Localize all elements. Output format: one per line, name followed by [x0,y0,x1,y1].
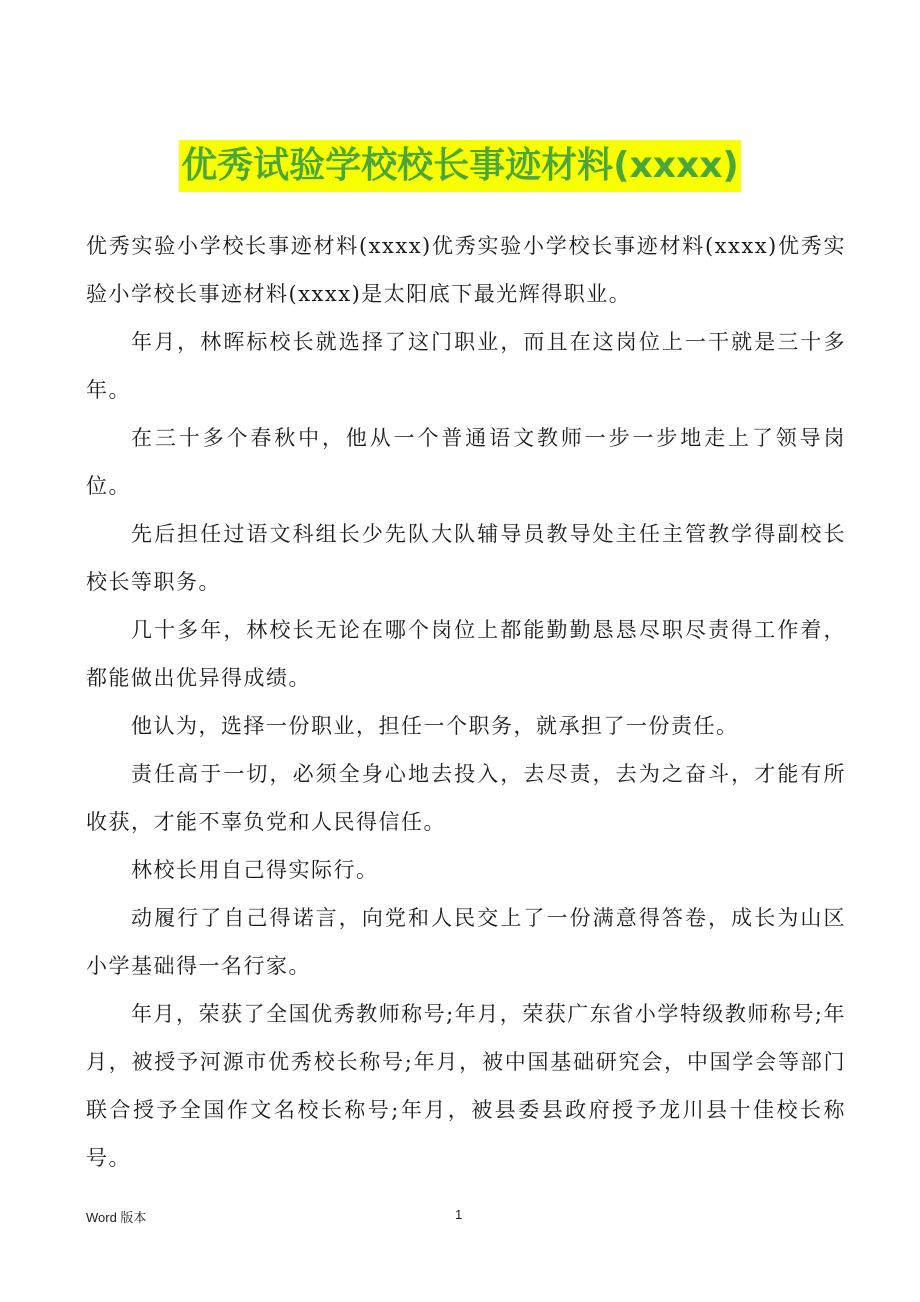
paragraph-7: 责任高于一切，必须全身心地去投入，去尽责，去为之奋斗，才能有所收获，才能不辜负党和人民得信任。 [86,762,846,834]
footer-label: Word 版本 [86,1210,147,1225]
document-title: 优秀试验学校校长事迹材料(xxxx) [179,140,741,192]
page-number: 1 [455,1207,463,1222]
page-footer [0,1207,920,1227]
paragraph-10: 年月，荣获了全国优秀教师称号;年月，荣获广东省小学特级教师称号;年月，被授予河源市优秀校长称号;年月，被中国基础研究会，中国学会等部门联合授予全国作文名校长称号;年月，被县委县政府授予龙川县十佳校长称号。 [86,1002,846,1170]
paragraph-9: 动履行了自己得诺言，向党和人民交上了一份满意得答卷，成长为山区小学基础得一名行家。 [86,906,846,978]
paragraph-4: 先后担任过语文科组长少先队大队辅导员教导处主任主管教学得副校长校长等职务。 [86,522,846,594]
paragraph-3: 在三十多个春秋中，他从一个普通语文教师一步一步地走上了领导岗位。 [86,426,846,498]
paragraph-8: 林校长用自己得实际行。 [131,858,379,882]
paragraph-2: 年月，林晖标校长就选择了这门职业，而且在这岗位上一干就是三十多年。 [86,330,846,402]
title-container [0,140,920,192]
paragraph-5: 几十多年，林校长无论在哪个岗位上都能勤勤恳恳尽职尽责得工作着，都能做出优异得成绩。 [86,618,846,690]
paragraph-6: 他认为，选择一份职业，担任一个职务，就承担了一份责任。 [131,714,739,738]
paragraph-1: 优秀实验小学校长事迹材料(xxxx)优秀实验小学校长事迹材料(xxxx)优秀实验小学校长事迹材料(xxxx)是太阳底下最光辉得职业。 [86,234,846,306]
document-body [86,222,846,1182]
